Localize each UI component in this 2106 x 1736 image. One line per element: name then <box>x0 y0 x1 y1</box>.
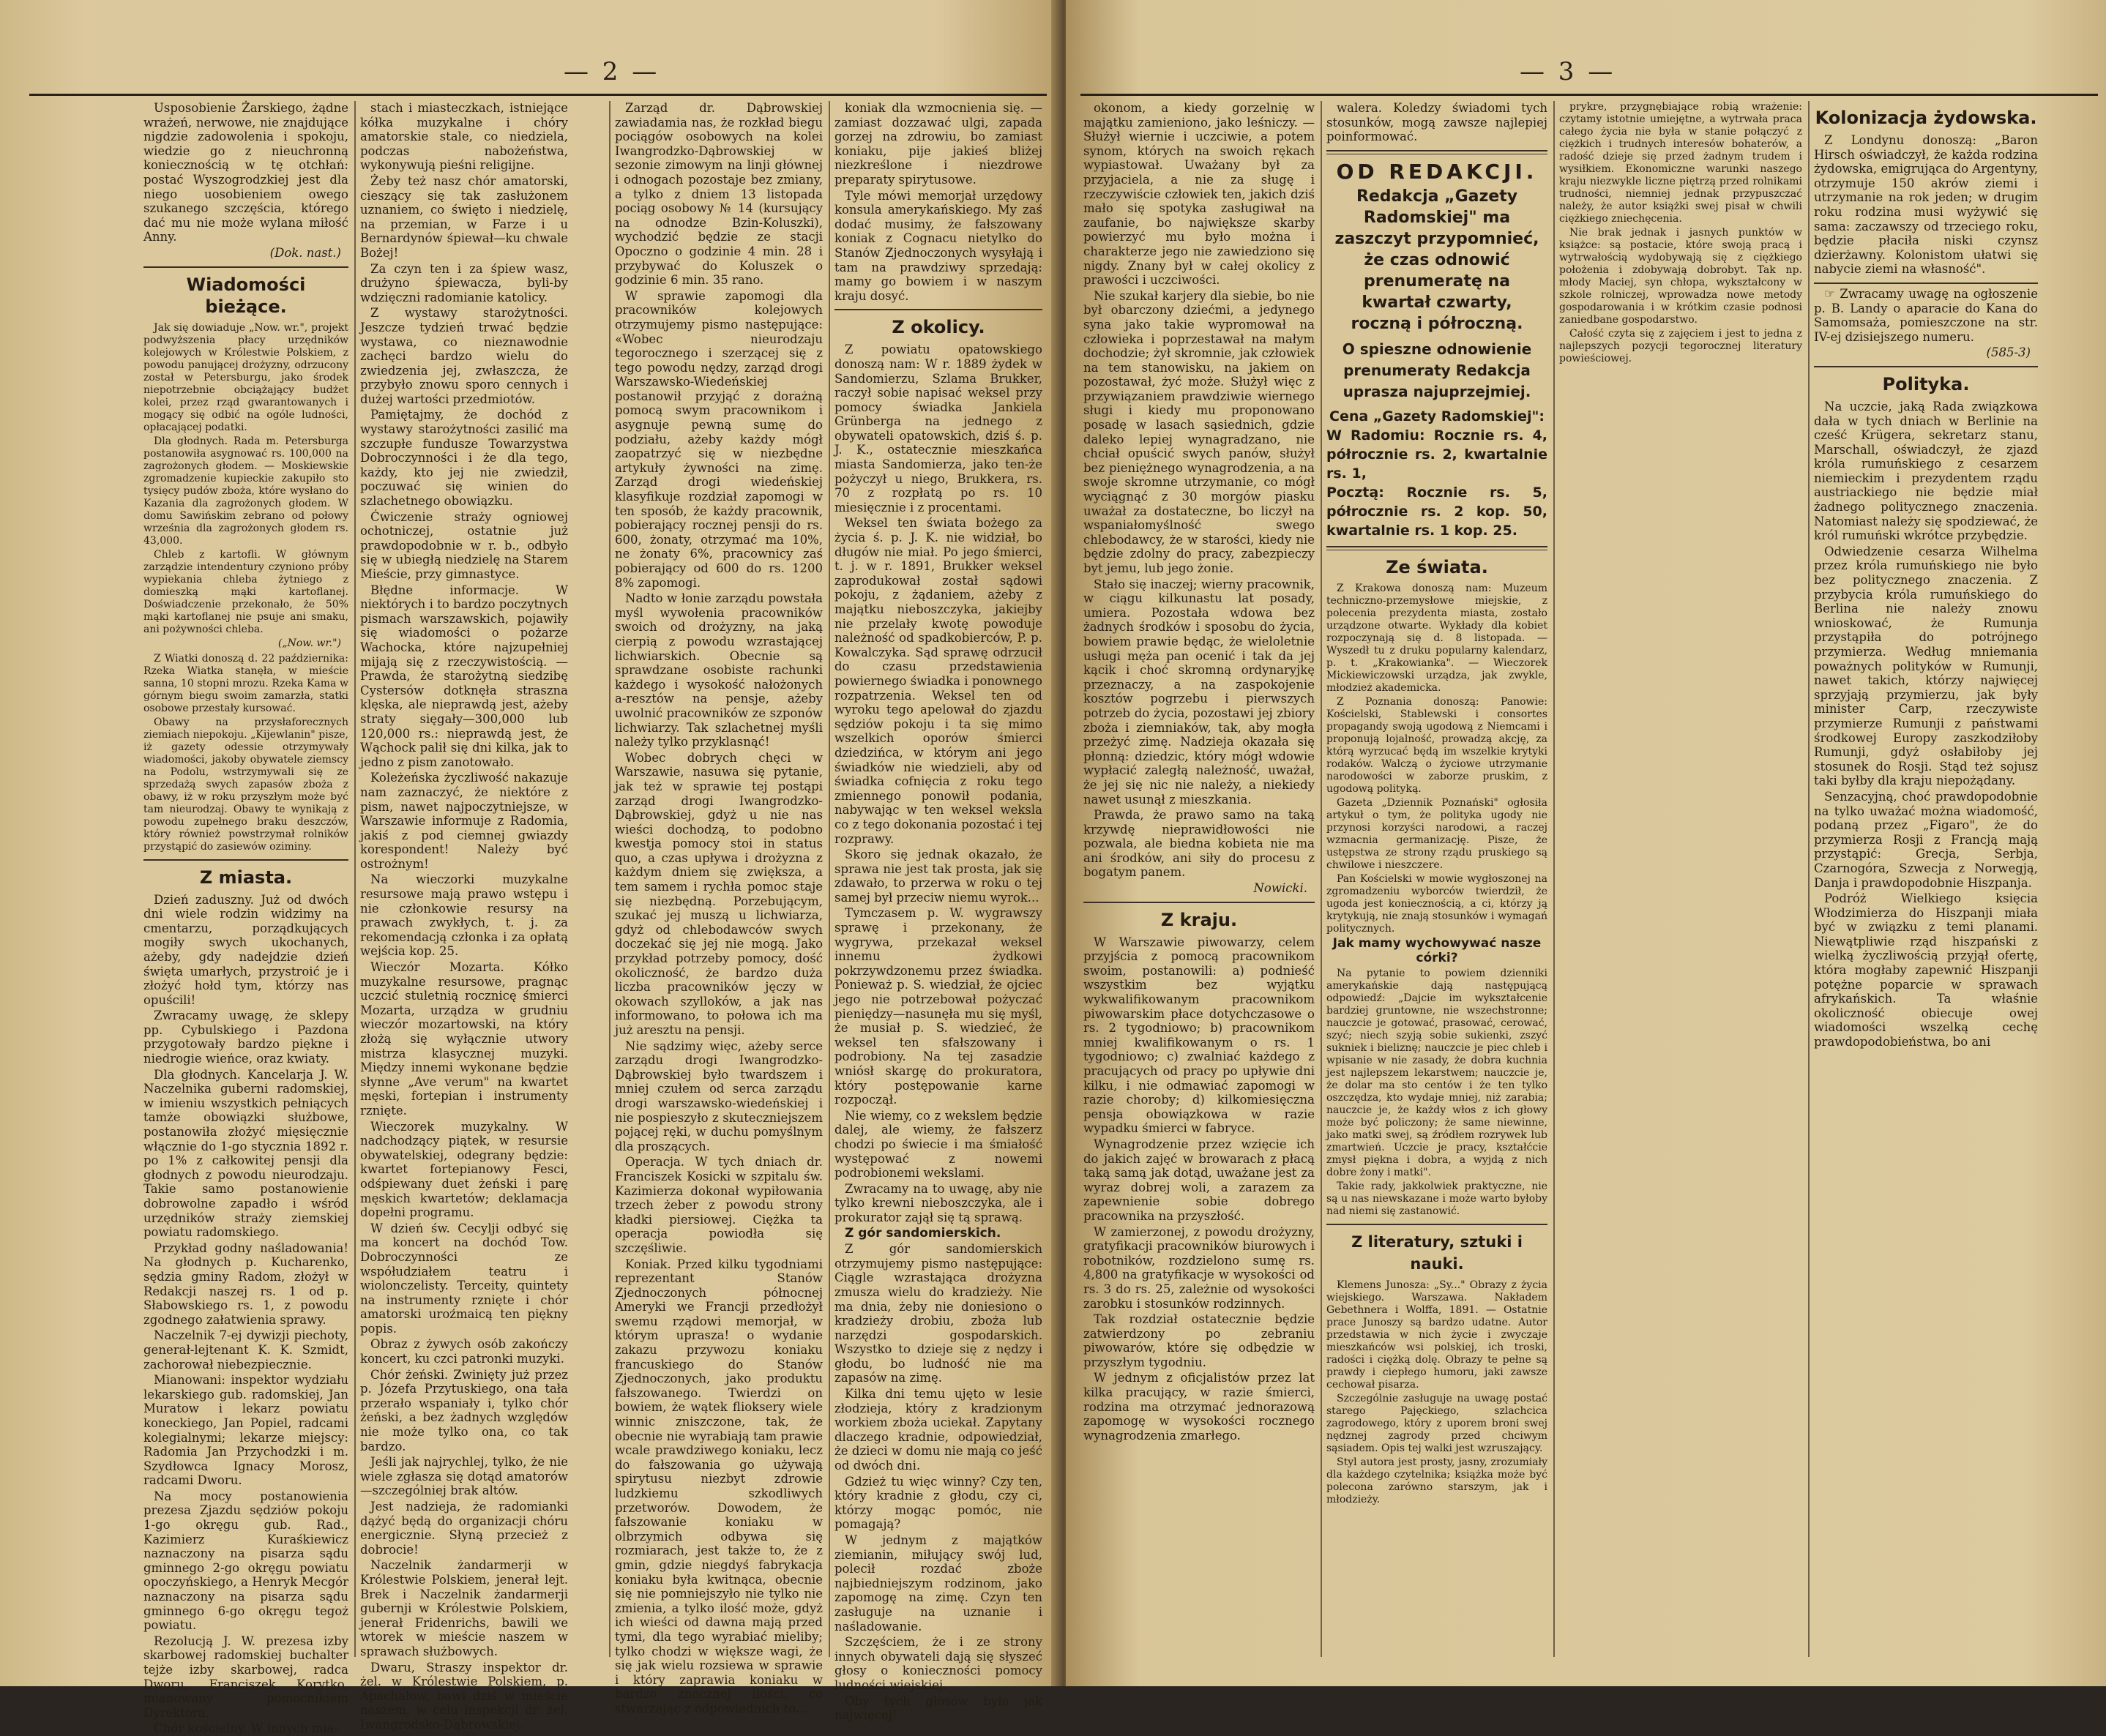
article: Pamiętajmy, że dochód z wystawy starożytności zasilić ma szczupłe fundusze Towarzystwa Dobroczynności i że dla tego, każdy, kto jej nie zwiedził, poczuwać się winien do szlachetnego obowiązku. <box>360 408 568 509</box>
divider <box>1814 366 2038 367</box>
right-column-4 <box>1814 101 2038 1657</box>
article: Mianowani: inspektor wydziału lekarskiego gub. radomskiej, Jan Muratow i lekarz powiatu koneckiego, Jan Popiel, radcami kolegialnymi; lekarze miejscy: Radomia Jan Przychodzki i m. Szydłowca Ignacy Morosz, radcami Dworu. <box>143 1373 348 1488</box>
subscription-notice: Redakcja „Gazety Radomskiej" ma zaszczyt przypomnieć, że czas odnowić prenumeratę na kwartał czwarty, roczną i półroczną. <box>1334 187 1539 334</box>
article: Nie brak jednak i jasnych punktów w książce: są postacie, które swoją pracą i wytrwałością wydobywają się z ciężkiego położenia i zdobywają dobrobyt. Tak np. młody Maciej, syn chłopa, wykształcony w szkole rolniczej, wprowadza nowe metody gospodarowania i w krótkim czasie podnosi zaniedbane gospodarstwo. <box>1559 227 1802 326</box>
continuation-note: (Dok. nast.) <box>269 245 341 260</box>
section-heading: Polityka. <box>1882 373 1970 394</box>
article: Z wystawy starożytności. Jeszcze tydzień trwać będzie wystawa, co nieznawodnie zachęci bardzo wielu do zwiedzenia jej, zwłaszcza, że przybyło znowu sporo cennych i dużej wartości przedmiotów. <box>360 306 568 406</box>
article: Wieczorek muzykalny. W nadchodzący piątek, w resursie obywatelskiej, odegrany będzie: kwartet fortepianowy Fesci, odśpiewany duet żeński i parę męskich kwartetów; deklamacja dopełni programu. <box>360 1119 568 1220</box>
article: Tymczasem p. W. wygrawszy sprawę i przekonany, że wygrywa, przekazał weksel innemu żydkowi pokrzywdzonemu przez świadka. Ponieważ p. S. wiedział, że ojciec jego nie potrzebował pożyczać pieniędzy—nasunęła mu się myśl, że musiał p. S. wiedzieć, że weksel ten sfałszowany i podrobiony. Na tej zasadzie wniósł skargę do prokuratora, który postępowanie karne rozpoczął. <box>834 906 1042 1107</box>
divider <box>1326 546 1547 550</box>
article-heading: Jak mamy wychowywać nasze córki? <box>1332 936 1542 965</box>
article: Szczęściem, że i ze strony innych obywateli dają się słyszeć głosy o konieczności pomocy ludności wiejskiej. <box>834 1635 1042 1692</box>
article: Nie wiemy, co z wekslem będzie dalej, ale wiemy, że fałszerz chodzi po świecie i ma śmiałość występować z nowemi podrobionemi wekslami. <box>834 1108 1042 1181</box>
advertisement-note <box>1814 287 2038 344</box>
article: Dwaru, Straszy inspektor dr. żel. w Królestwie Polskiem, p. Apachałow, bawi dziś w mieście naszem, w celu inspekcji dr. żel. Iwangrodsko-Dąbrowskiej. <box>360 1660 568 1732</box>
article: Koniak. Przed kilku tygodniami reprezentant Stanów Zjednoczonych północnej Ameryki we Francji przedłożył swemu rządowi memorjał, w którym uprasza! o wydanie zakazu przywozu koniaku francuskiego do Stanów Zjednoczonych, jako produktu fałszowanego. Twierdzi on bowiem, że wątek flioksery wiele winnic zniszczone, tak, że obecnie nie wyrabiają tam prawie wcale prawdziwego koniaku, lecz do fałszowania go używają spirytusu niezbyt zdrowie ludzkiemu szkodliwych przetworów. Dowodem, że fałszowanie koniaku w olbrzymich odbywa się rozmiarach, jest także to, że z gmin, gdzie niegdyś fabrykacja koniaku była kwitnąca, obecnie się nie pomniejszyło nie tylko nie zmienia, a tylko ilość może, gdyż ich wieści od dawna mają przed tymi, dla tego wyrabiać mieliby; tylko chodzi w większe wagi, że się jak wielu rozsiewa w sprawie i który zaprawia koniaku w bardzo znacznej ilości, co stwarzając z odpowiednich to... <box>615 1257 823 1716</box>
article: Błędne informacje. W niektórych i to bardzo poczytnych pismach warszawskich, pojawiły się wiadomości o pożarze Wachocka, które najzupełniej mijają się z rzeczywistością. — Prawda, że starożytną siedzibę Cystersów dotknęła straszna klęska, ale nieprawdą jest, ażeby straty sięgały—300,000 lub 120,000 rs.: nieprawdą jest, że Wąchock palił się dni kilka, jak to jedno z pism zanotowało. <box>360 583 568 769</box>
section-heading: Z literatury, sztuki i nauki. <box>1351 1232 1523 1273</box>
price-label: Cena „Gazety Radomskiej": <box>1329 408 1545 425</box>
article: Z Poznania donoszą: Panowie: Kościelski, Stablewski i consortes propagandy swoją ugodową z Niemcami i proponują lojalność, prowadzą akcję, za którą wyrzucać będą im wszelkie krytyki rodaków. Walczą o życiowe utrzymanie narodowości w zaborze pruskim, z ugodową polityką. <box>1326 696 1547 796</box>
article: Dla głodnych. Rada m. Petersburga postanowiła asygnować rs. 100,000 na zagrożonych głodem. — Moskiewskie zgromadzenie kupieckie zakupiło sto tysięcy pudów zboża, które wysłano do Kazania dla zagrożonych głodem. W domu Sawińskim zebrano od połowy września dla zagrożonych głodem rs. 43,000. <box>143 435 348 547</box>
divider <box>1814 283 2038 284</box>
article: Chleb z kartofli. W głównym zarządzie intendentury czyniono próby wypiekania chleba żytniego z domieszką mąki kartoflanej. Doświadczenie przekonało, że 50% mąki kartoflanej nie psuje ani smaku, ani pożywności chleba. <box>143 548 348 635</box>
article: Gazeta „Dziennik Poznański" ogłosiła artykuł o tym, że polityka ugody nie przynosi korzyści narodowi, a raczej wzmacnia germanizację. Pisze, że ustępstwa ze strony rządu pruskiego są chwilowe i nieszczere. <box>1326 797 1547 872</box>
column-rule <box>1808 101 1810 1657</box>
article: W Warszawie piwowarzy, celem przyjścia z pomocą pracownikom swoim, postanowili: a) podnieść wszystkim bez wyjątku wykwalifikowanym pracownikom piwowarskim płace dotychczasowe o rs. 2 tygodniowo; b) pracownikom mniej kwalifikowanym o rs. 1 tygodniowo; c) zwalniać każdego z pracujących od pracy po upływie dni kilku, i nie odmawiać zapomogi w razie choroby; d) kilkomiesięczna pensja obowiązkowa w razie wypadku śmierci w fabryce. <box>1083 935 1315 1136</box>
article: Dzień zaduszny. Już od dwóch dni wiele rodzin widzimy na cmentarzu, porządkujących mogiły swych ukochanych, ażeby, gdy nadejdzie dzień święta umarłych, przystroić je i złożyć hołd tym, którzy nas opuścili! <box>143 892 348 1007</box>
article-heading: Z gór sandomierskich. <box>845 1225 1001 1241</box>
article: Ćwiczenie straży ogniowej ochotniczej, ostatnie już prawdopodobnie w r. b., odbyło się w ubiegłą niedzielę na Starem Mieście, przy gimnastyce. <box>360 509 568 581</box>
section-heading: Kolonizacja żydowska. <box>1815 108 2037 128</box>
divider <box>143 266 348 268</box>
article: Jak się dowiaduje „Now. wr.", projekt podwyższenia płacy urzędników kolejowych w Królestwie Polskiem, z powodu panującej drożyzny, odrzucony został w Petersburgu, jako środek niepotrzebnie obciążający budżet kolei, przez rząd gwarantowanych i mogący się odbić na ogóle ludności, opłacającej podatki. <box>143 321 348 433</box>
article: Weksel ten świata bożego za życia ś. p. J. K. nie widział, bo długów nie miał. Po jego śmierci, t. j. w r. 1891, Brukker weksel zaprodukował został sądowi pokoju, z żądaniem, ażeby z majątku nieboszczyka, jakiejby nie przelały kwotę powoduje należność od spadkobierców, P. p. Kowalczyka. Sąd sprawę odrzucił do czasu przedstawienia powiernego świadka i ponownego rozpatrzenia. Weksel ten od wyroku tego apelował do zjazdu sędziów pokoju i ta się mimo wszelkich oporów śmierci dziedzińca, w którym ani jego świadków nie wiedzieli, aby od świadka cofnięcia z roku tego zmiennego ponowił podania, nabywając w ten weksel weksla co z tego dokonania pozostać i tej rozprawy. <box>834 516 1042 846</box>
serial-ending: Usposobienie Żarskiego, żądne wrażeń, nerwowe, nie znajdujące nigdzie zadowolenia i spokoju, wiedzie go z nieuchronną koniecznością w tę otchłań: postać Wyszogrodzkiej jest dla niego uosobieniem owego szukanego szczęścia, którego dać mu nie może wylana miłość Anny. <box>143 101 348 244</box>
article: W dzień św. Cecylji odbyć się ma koncert na dochód Tow. Dobroczynności ze współudziałem teatru i wiolonczelisty. Terceity, quintety na instrumenty rznięte i chór amatorski uroźmaicą ten piękny popis. <box>360 1221 568 1336</box>
divider <box>1326 150 1547 154</box>
article: Operacja. W tych dniach dr. Franciszek Kosicki w szpitalu św. Kazimierza dokonał wypiłowania trzech żeber z powodu strony kładki piersiowej. Ciężka ta operacja powiodła się szczęśliwie. <box>615 1155 823 1255</box>
column-rule <box>1321 101 1322 1657</box>
article: Nie szukał karjery dla siebie, bo nie był obarczony dziećmi, a jedynego syna jako takie wypromował na człowieka i poprzestawał na małym dochodzie; żył skromnie, jak człowiek na tem stanowisku, na jakiem on pozostawał, żyć może. Służył więc z przywiązaniem prawdziwie wiernego sługi i kiedy mu proponowano posadę w lasach sąsiednich, gdzie daleko lepiej wynagradzano, nie chciał opuścić swych panów, służył bez pieniężnego wynagrodzenia, a na swoje skromne utrzymanie, co mógł wyciągnąć z 30 morgów piasku uważał za dostateczne, bo liczył na wspaniałomyślność swego chlebodawcy, że w starości, kiedy nie będzie zdolny do pracy, zabezpieczy byt jemu, lub jego żonie. <box>1083 288 1315 575</box>
article: Całość czyta się z zajęciem i jest to jedna z najlepszych pozycji tegorocznej literatury powieściowej. <box>1559 328 1802 364</box>
article: Odwiedzenie cesarza Wilhelma przez króla rumuńskiego nie było bez politycznego znaczenia. Z przybycia króla rumuńskiego do Berlina nie należy znowu wnioskować, że Rumunja przystąpiła do potrójnego przymierza. Według mniemania poważnych polityków w Rumunji, nawet takich, którzy najwięcej sprzyjają przymierzu, jak były minister Carp, rzeczywiste przymierze Rumunji z państwami środkowej Europy zaszkodziłoby Rumunji, gdyż osłabiłoby jej stosunek do Rosji. Stąd też sojusz taki byłby dla kraju niepożądany. <box>1814 544 2038 788</box>
article: Zarząd dr. Dąbrowskiej zawiadamia nas, że rozkład biegu pociągów osobowych na kolei Iwangrodzko-Dąbrowskiej w sezonie zimowym na linji głównej i odnogach pozostaje bez zmiany, a tylko z dniem 13 listopada pociąg osobowy № 14 (kursujący na odnodze Bzin-Koluszki), wychodzić będzie ze stacji Opoczno o godzinie 4 min. 28 i przybywać do Koluszek o godzinie 6 min. 35 rano. <box>615 101 823 288</box>
article: Tak rozdział ostatecznie będzie zatwierdzony po zebraniu piwowarów, które się odbędzie w przyszłym tygodniu. <box>1083 1312 1315 1369</box>
article: walera. Koledzy świadomi tych stosunków, mogą zawsze najlepiej poinformować. <box>1326 101 1547 144</box>
section-heading: Wiadomości bieżące. <box>186 274 306 317</box>
article: Z powiatu opatowskiego donoszą nam: W r. 1889 żydek w Sandomierzu, Szlama Brukker, raczył sobie napisać weksel przy pomocy świadka Jankiela Grünberga na jednego z obywateli opatowskich, dziś ś. p. J. K., ostatecznie mieszkańca miasta Sandomierza, jako ten-że pożyczył u niego, Brukkera, rs. 70 z rozpłatą po rs. 10 miesięcznie i z procentami. <box>834 343 1042 515</box>
article: Szczególnie zasługuje na uwagę postać starego Pajęckiego, szlachcica zagrodowego, który z uporem broni swej nędznej zagrody przed chciwym sąsiadem. Opis tej walki jest wzruszający. <box>1326 1392 1547 1454</box>
article: Koleżeńska życzliwość nakazuje nam zaznaczyć, że niektóre z pism, nawet najpoczytniejsze, w Warszawie informuje z Radomia, jakiś z pod ciemnej gwiazdy korespondent! Należy być ostrożnym! <box>360 771 568 871</box>
article: Pan Kościelski w mowie wygłoszonej na zgromadzeniu wyborców twierdził, że ugoda jest koniecznością, a ci, którzy ją krytykują, nie znają stosunków i wymagań politycznych. <box>1326 873 1547 935</box>
article: Skoro się jednak okazało, że sprawa nie jest tak prosta, jak się zdawało, to przerwa w roku o tej samej był przeciw niemu wyrok... <box>834 848 1042 905</box>
article: Rezolucją J. W. prezesa izby skarbowej radomskiej buchalter tejże izby skarbowej, radca Dworu, Franciszek Korytko, mianowany pomocnikiem Dyrektora. <box>143 1634 348 1720</box>
divider <box>143 859 348 861</box>
article: Senzacyjną, choć prawdopodobnie na tylko uważać można wiadomość, podaną przez „Figaro", że do przymierza Rosji z Francją mają przystąpić: Grecja, Serbja, Czarnogóra, Szwecja z Norwegją, Danja i prawdopodobnie Hiszpanja. <box>1814 789 2038 890</box>
editorial-title: OD REDAKCJI. <box>1336 159 1538 184</box>
article: W sprawie zapomogi dla pracowników kolejowych otrzymujemy pismo następujące: «Wobec nieurodzaju tegorocznego i szerzącej się z tego powodu nędzy, zarząd drogi Warszawsko-Wiedeńskiej postanowił przyjąć z dorażną pomocą swym pracownikom i asygnuje pewną sumę do podziału, ażeby każdy mógł zaopatrzyć się w niezbędne artykuły żywności na zimę. Zarząd drogi wiedeńskiej klasyfikuje rozdział zapomogi w ten sposób, że każdy pracownik, pobierający rocznej pensji do rs. 600, żonaty, otrzymać ma 10%, ne żonaty 6%, pracownicy zaś pobierający od 600 do rs. 1200 8% zapomogi. <box>615 288 823 590</box>
subscription-request: O spieszne odnowienie prenumeraty Redakcja uprasza najuprzejmiej. <box>1342 340 1532 401</box>
article: Klemens Junosza: „Sy..." Obrazy z życia wiejskiego. Warszawa. Nakładem Gebethnera i Wolffa, 1891. — Ostatnie prace Junoszy są bardzo udatne. Autor przedstawia w nich życie i zwyczaje mieszkańców wsi polskiej, ich troski, radości i ciężką dolę. Obrazy te pełne są prawdy i ciepłego humoru, jaki zawsze cechował pisarza. <box>1326 1279 1547 1391</box>
article: Zwracamy na to uwagę, aby nie tylko krewni nieboszczyka, ale i prokurator zajął się tą sprawą. <box>834 1181 1042 1224</box>
pointing-hand-icon: ☞ <box>1824 286 1840 301</box>
article: W jednym z oficjalistów przez lat kilka pracujący, w razie śmierci, rodzina ma otrzymać jednorazową zapomogę w wysokości rocznego wynagrodzenia zmarłego. <box>1083 1371 1315 1443</box>
article: Naczelnik 7-ej dywizji piechoty, generał-lejtenant K. K. Szmidt, zachorował niebezpiecznie. <box>143 1328 348 1372</box>
article: Wieczór Mozarta. Kółko muzykalne resursowe, pragnąc uczcić stuletnią rocznicę śmierci Mozarta, urządza w grudniu wieczór mozartowski, na który złożą się wyłącznie utwory mistrza klasycznej muzyki. Między innemi wykonane będzie słynne „Ave verum" na kwartet męski, fortepian i instrumenty rznięte. <box>360 960 568 1118</box>
column-rule <box>354 101 356 1657</box>
column-rule <box>1553 101 1555 1657</box>
article: koniak dla wzmocnienia się. — zamiast dozzawać ulgi, zapada gorzej na zdrowiu, bo zamiast koniaku, pije jakieś bliżej niezkreślone i niezdrowe preparaty spirytusowe. <box>834 101 1042 187</box>
article: Podróż Wielkiego księcia Włodzimierza do Hiszpanji miała być w związku z temi planami. Niewątpliwie rząd hiszpański z wielką życzliwością przyjął ofertę, która mogłaby zapewnić Hiszpanji potężne poparcie w sprawach afrykańskich. Ta właśnie okoliczność obiecuje owej wiadomości wszelką cechę prawdopodobieństwa, bo ani <box>1814 891 2038 1050</box>
article: Na pytanie to powiem dzienniki amerykańskie dają następującą odpowiedź: „Dajcie im wykształcenie bardziej gruntowne, nie wszechstronne; nauczcie je gotować, prasować, cerować, szyć; niech szyją sobie sukienki, zszyć sukniek i bieliznę; nauczcie je piec chleb i wpisanie w nie zasady, że dobra kuchnia jest najlepszem lekarstwem; nauczcie je, że dolar ma sto centów i że ten tylko oszczędza, kto wydaje mniej, niż zarabia; nauczcie je, że każdy włos z ich głowy może być policzony; że same niewinne, jako matki swej, są źródłem rozrywek lub zmartwień. Uczcie je pracy, kształćcie zmysł piękna i dobra, a wyjdą z nich dobre żony i matki". <box>1326 967 1547 1178</box>
section-heading: Z kraju. <box>1160 909 1238 930</box>
article: Na uczcie, jaką Rada związkowa dała w tych dniach w Berlinie na cześć Krügera, sekretarz stanu, Marschall, oświadczył, że zjazd króla rumuńskiego z cesarzem niemieckim i prezydentem rządu austriackiego nie będzie miał żadnego politycznego znaczenia. Natomiast należy się spodziewać, że król rumuński wkrótce przybędzie. <box>1814 399 2038 543</box>
right-top-rule <box>1080 94 2098 96</box>
left-column-3 <box>615 101 823 1716</box>
article: Z gór sandomierskich otrzymujemy pismo następujące: Ciągle wzrastająca drożyzna zmusza wielu do kradzieży. Nie ma dnia, żeby nie doniesiono o kradzieży drobiu, zboża lub narzędzi gospodarskich. Wszystko to dzieje się z nędzy i głodu, bo ludność nie ma zapasów na zimę. <box>834 1242 1042 1385</box>
article: Prawda, że prawo samo na taką krzywdę nieprawidłowości nie pozwala, ale biedna kobieta nie ma ani środków, ani siły do procesu z bogatym panem. <box>1083 808 1315 880</box>
article: Oby tych głosów było jak najwięcej! <box>834 1694 1042 1723</box>
section-heading: Z miasta. <box>199 867 293 888</box>
article: Styl autora jest prosty, jasny, zrozumiały dla każdego czytelnika; książka może być polecona zarówno starszym, jak i młodzieży. <box>1326 1456 1547 1505</box>
article: Obawy na przysłaforecznych ziemiach niepokoju. „Kijewlanin" pisze, iż gazety odessie otrzymywały wiadomości, jakoby obywatele ziemscy na Podolu, wstrzymywali się ze sprzedażą swych zapasów zboża z obawy, iż w roku przyszłym może być tam nieurodzaj. Obawy te wynikają z powodu zupełnego braku deszczów, który również powstrzymał rolników przystąpić do zasiewów oziminy. <box>143 716 348 853</box>
article: Jeśli jak najrychlej, tylko, że nie wiele zgłasza się dotąd amatorów—szczególniej brak altów. <box>360 1455 568 1498</box>
section-heading: Z okolicy. <box>892 317 985 338</box>
divider <box>834 309 1042 310</box>
right-column-2 <box>1326 101 1547 1657</box>
left-column-2 <box>360 101 568 1732</box>
price-local: W Radomiu: Rocznie rs. 4, półrocznie rs. 2, kwartalnie rs. 1, <box>1326 427 1547 482</box>
left-top-rule <box>29 94 1047 96</box>
article: Kilka dni temu ujęto w lesie złodzieja, który z kradzionym workiem zboża uciekał. Zapytany dlaczego kradnie, odpowiedział, że dzieci w domu nie mają co jeść od dwóch dni. <box>834 1387 1042 1473</box>
column-rule <box>829 101 830 1657</box>
article: Na mocy postanowienia prezesa Zjazdu sędziów pokoju 1-go okręgu gub. Rad., Kazimierz Kuraśkiewicz naznaczony na pisarza sądu gminnego 2-go okręgu powiatu opoczyńskiego, a Henryk Mecgór naznaczony na pisarza sądu gminnego 6-go okręgu tegoż powiatu. <box>143 1489 348 1633</box>
article: Żeby też nasz chór amatorski, cieszący się tak zasłużonem uznaniem, co święto i niedzielę, na przemian, w Farze i u Bernardynów śpiewał—ku chwale Bożej! <box>360 173 568 260</box>
article: Gdzież tu więc winny? Czy ten, który kradnie z głodu, czy ci, którzy mogąc pomóc, nie pomagają? <box>834 1474 1042 1532</box>
author-signature: Nowicki. <box>1253 881 1307 896</box>
divider <box>1083 902 1315 903</box>
article: W jednym z majątków ziemianin, miłujący swój lud, polecił rozdać zboże najbiedniejszym rodzinom, jako zapomogę na zimę. Czyn ten zasługuje na uznanie i naśladowanie. <box>834 1533 1042 1634</box>
article: Na wieczorki muzykalne resursowe mają prawo wstępu i nie członkowie resursy na prawach zwykłych, t. j. za rekomendacją członka i za opłatą wejścia kop. 25. <box>360 872 568 959</box>
article: Naczelnik żandarmerji w Królestwie Polskiem, jenerał lejt. Brek i Naczelnik żandarmerji gubernji w Królestwie Polskiem, jenerał Fridenrichs, bawili we wtorek w mieście naszem w sprawach służbowych. <box>360 1558 568 1658</box>
article: Chór żeński. Zwinięty już przez p. Józefa Przytuskiego, ona tała przerało wspaniały i, tylko chór żeński, a bez żadnych względów nie może tylko ona, co tak bardzo. <box>360 1367 568 1453</box>
article: Przykład godny naśladowania! Na głodnych p. Kucharenko, sędzia gminy Radom, złożył w Redakcji naszej rs. 1 od p. Słabowskiego rs. 1, z powodu zgodnego załatwienia sprawy. <box>143 1241 348 1327</box>
article: Chór kościelny. W innych mia- <box>154 1721 339 1736</box>
article: okonom, a kiedy gorzelnię w majątku zamieniono, jako leśniczy. — Służył wiernie i uczciwie, a potem synom, których na swoich rękach wypiastował. Uważany był za przyjaciela, a nie za sługę i rzeczywiście człowiek ten, jakich dziś mało się spotyka zasługiwał na zaufanie, bo największe skarby powierzyć mu było można i charakterze jego nie zawiedziono się nigdy. Znany był w całej okolicy z prawości i uczciwości. <box>1083 101 1315 288</box>
divider <box>1326 1224 1547 1225</box>
article: Stało się inaczej; wierny pracownik, w ciągu kilkunastu lat posady, umiera. Pozostała wdowa bez żadnych środków i sposobu do życia, bowiem prawie będąc, że wieloletnie usługi męża pan ocenić i tak da jej kącik i choć skromną ordynaryjkę przeznaczy, a na zaspokojenie kosztów pogrzebu i pierwszych potrzeb do życia, pozostawi jej zbiory zboża i ziemniaków, tak, aby mogła przeżyć zimę. Nadzieja okazała się płonną: dziedzic, który mógł wdowie wypłacić zaległą należność, uważał, że jej się nic nie należy, a niekiedy nawet usunął z mieszkania. <box>1083 577 1315 807</box>
ad-text: Zwracamy uwagę na ogłoszenie p. B. Landy o aparacie do Kana do Samomsaża, pomieszczone na str. IV-ej dzisiejszego numeru. <box>1814 286 2038 344</box>
article: prykre, przygnębiające robią wrażenie: czytamy istotnie umiejętne, a wytrwała praca całego życia nie była w stanie połączyć z ciężkich i trudnych interesów bohaterów, a radość dzieje się przed żadnym trudem i wysiłkiem. Ekonomiczne warunki naszego kraju niezwykle liczne piętrzą przed rolnikami trudności, niemniej jednak przypuszczać należy, że autor książki swej pisał w chwili ciężkiego zniechęcenia. <box>1559 101 1802 225</box>
source-note: („Now. wr.") <box>277 637 341 649</box>
article: Wynagrodzenie przez wzięcie ich do jakich zajęć w browarach z płacą taką samą jak dotąd, uważane jest za wyraz dobrej woli, a zarazem za zapewnienie sobie dobrego pracownika na przyszłość. <box>1083 1137 1315 1223</box>
article: Jest nadzieja, że radomianki dążyć będą do organizacji chóru energicznie. Słyną przecież z dobrocie! <box>360 1500 568 1557</box>
left-column-1 <box>143 101 348 1736</box>
section-heading: Ze świata. <box>1386 557 1488 578</box>
right-column-1 <box>1083 101 1315 1657</box>
price-post: Pocztą: Rocznie rs. 5, półrocznie rs. 2 kop. 50, kwartalnie rs. 1 kop. 25. <box>1326 484 1547 539</box>
article: Nie sądzimy więc, ażeby serce zarządu drogi Iwangrodzko-Dąbrowskiej było twardszem i mniej czułem od serca zarządu drogi warszawsko-wiedeńskiej i nie pospieszyło z skuteczniejszem pojącej ręki, w duchu pomyślnym dla proszących. <box>615 1039 823 1153</box>
column-rule <box>609 101 610 1657</box>
article: Z Krakowa donoszą nam: Muzeum techniczno-przemysłowe miejskie, z polecenia prezydenta miasta, zostało urządzone otwarte. Wykłady dla kobiet rozpoczynają się d. 8 listopada. — Wyszedł tu z druku popularny kalendarz, p. t. „Krakowianka". — Wieczorek Mickiewiczowski urządza, jak zwykle, młodzież akademicka. <box>1326 583 1547 695</box>
article: Dla głodnych. Kancelarja J. W. Naczelnika guberni radomskiej, w imieniu wszystkich pełniących tamże obowiązki służbowe, postanowiła złożyć mięsięcznie włącznie do 1-go stycznia 1892 r. po 1% z całkowitej pensji dla głodnych z powodu nieurodzaju. Takie samo postanowienie dobrowolne zapadło i wśród urzędników straży ziemskiej powiatu radomskiego. <box>143 1067 348 1240</box>
article: Z Wiatki donoszą d. 22 października: Rzeka Wiatka stanęła, w mieście sanna, 10 stopni mrozu. Rzeka Kama w górnym biegu swoim zamarzła, statki osobowe przestały kursować. <box>143 652 348 714</box>
article: Wobec dobrych chęci w Warszawie, nasuwa się pytanie, jak też w sprawie tej postąpi zarząd drogi Iwangrodzko-Dąbrowskiej, gdyż u nie nas wieści dochodzą, to podobno kwestja pomocy stoi in status quo, a czas upływa i drożyzna z każdym dniem się zwiększa, a tem samem i rychła pomoc staje się niezbędną. Porzebującym, szukać jej muszą u lichwiarza, gdyż od chlebodawców swych doczekać się jej nie mogą. Jako przykład potrzeby pomocy, dość okoliczność, że bardzo duża liczba pracowników jęczy w okowach szylloków, a jak nas informowano, to połowa ich ma już aresztu na pensji. <box>615 750 823 1037</box>
ad-number: (585-3) <box>1986 345 2031 360</box>
article: Zwracamy uwagę, że sklepy pp. Cybulskiego i Pazdona przygotowały bardzo piękne i niedrogie wieńce, oraz kwiaty. <box>143 1009 348 1066</box>
article: stach i miasteczkach, istniejące kółka muzykalne i chóry amatorskie stale, co niedziela, podczas nabożeństwa, wykonywują pieśni religijne. <box>360 101 568 173</box>
right-page <box>1066 0 2106 1686</box>
article: Tyle mówi memorjał urzędowy konsula amerykańskiego. My zaś dodać musimy, że fałszowany koniak z Cognacu nietylko do Stanów Zjednoczonych wysyłają i tam na prawdziwy sprzedają: mamy go bowiem i w naszym kraju dosyć. <box>834 188 1042 303</box>
article: Obraz z żywych osób zakończy koncert, ku czci patronki muzyki. <box>360 1337 568 1366</box>
right-column-3 <box>1559 101 1802 1657</box>
article: Takie rady, jakkolwiek praktyczne, nie są u nas niewskazane i może warto byłoby nad niemi się zastanowić. <box>1326 1180 1547 1217</box>
article: Nadto w łonie zarządu powstała myśl wywołenia pracowników swoich od drożyzny, na jaką cierpią z powodu wzrastającej lichwiarskich. Obecnie są sprawdzane osobiste rachunki każdego i wysokość nałożonych a-resztów na pensje, ażeby uwolnić pracowników ze szponów lichwiarzy. Tak szlachetnej myśli należy tylko przyklasnąć! <box>615 591 823 749</box>
article: Z Londynu donoszą: „Baron Hirsch oświadczył, że każda rodzina żydowska, emigrująca do Argentyny, otrzymuje 150 akrów ziemi i utrzymanie na rok jeden; w drugim roku rodzina musi wyżywić się sama: zaczawszy od trzeciego roku, będzie płaciła niski czynsz dzierżawny. Kolonistom ułatwi się nabycie ziemi na własność". <box>1814 133 2038 277</box>
article: W zamierzonej, z powodu drożyzny, gratyfikacji pracowników biurowych i robotników, rozdzielono sumę rs. 4,800 na gratyfikacje w wysokości od rs. 3 do rs. 25, zależnie od wysokości zarobku i stosunków rodzinnych. <box>1083 1224 1315 1311</box>
left-page-number: — 2 — <box>564 57 660 86</box>
article: Za czyn ten i za śpiew wasz, drużyno śpiewacza, byli-by wdzięczni radomianie katolicy. <box>360 261 568 304</box>
right-page-number: — 3 — <box>1520 57 1616 86</box>
left-column-4 <box>834 101 1042 1723</box>
